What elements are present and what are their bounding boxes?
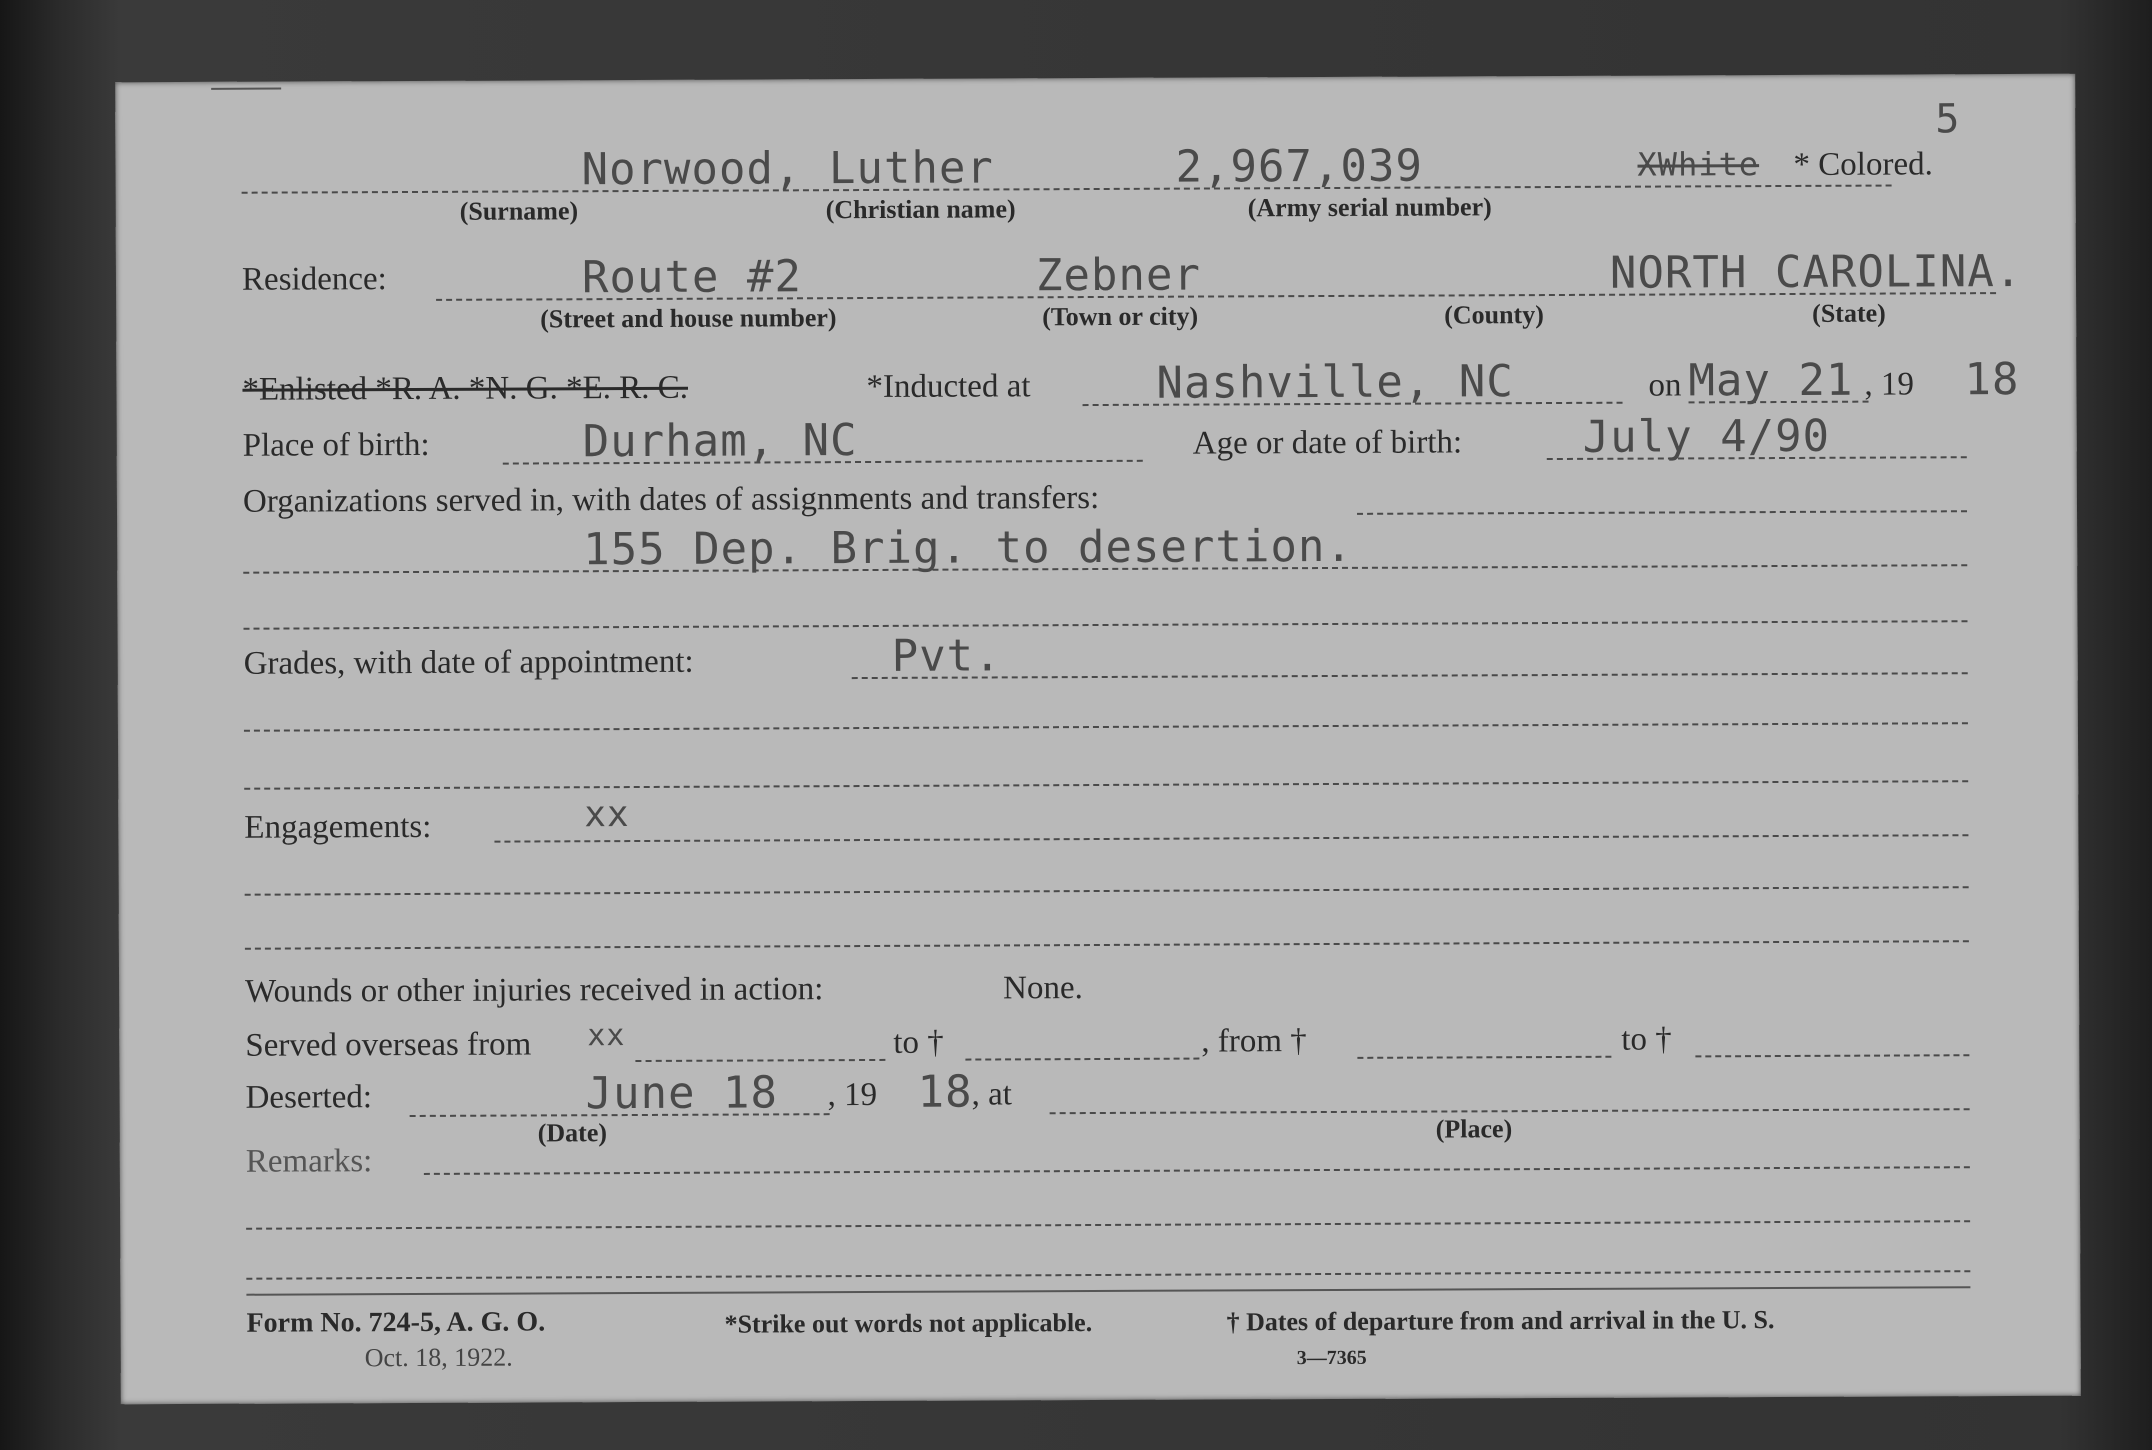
christian-name-caption: (Christian name)	[825, 194, 1016, 225]
date-caption: (Date)	[537, 1118, 608, 1148]
inducted-year-value: 18	[1964, 353, 2020, 406]
serial-number-value: 2,967,039	[1175, 140, 1424, 193]
remarks-line-3	[246, 1270, 1970, 1280]
engagements-line-2	[245, 886, 1969, 896]
state-value: NORTH CAROLINA.	[1609, 245, 2023, 299]
footer-rule	[246, 1286, 1970, 1296]
surname-caption: (Surname)	[459, 196, 579, 226]
enlisted-struck-label: *Enlisted *R. A. *N. G. *E. R. C.	[242, 369, 689, 408]
engagements-label: Engagements:	[244, 808, 432, 846]
remarks-line-2	[246, 1220, 1970, 1230]
deserted-at-label: , at	[971, 1076, 1012, 1113]
print-code: 3—7365	[1296, 1346, 1367, 1370]
grades-line-3	[244, 780, 1968, 790]
remarks-label: Remarks:	[245, 1143, 373, 1180]
birth-place-value: Durham, NC	[582, 415, 858, 468]
overseas-label: Served overseas from	[245, 1026, 532, 1064]
footnote-strike: *Strike out words not applicable.	[724, 1308, 1093, 1339]
overseas-from-line	[635, 1059, 885, 1062]
overseas-value: xx	[587, 1018, 626, 1054]
service-record-card	[115, 74, 2081, 1405]
organizations-line-1	[1357, 510, 1967, 515]
inducted-date-value: May 21	[1688, 354, 1854, 407]
grades-value: Pvt.	[891, 630, 1002, 682]
residence-label: Residence:	[241, 261, 387, 298]
engagements-value: xx	[584, 794, 630, 836]
organizations-value: 155 Dep. Brig. to desertion.	[583, 520, 1354, 576]
name-line	[242, 185, 1892, 194]
overseas-from2-line	[1357, 1056, 1611, 1059]
town-caption: (Town or city)	[1042, 301, 1199, 332]
place-caption: (Place)	[1435, 1114, 1513, 1144]
footnote-dates: † Dates of departure from and arrival in the U. S.	[1226, 1305, 1775, 1337]
birth-date-value: July 4/90	[1582, 410, 1831, 463]
surname-given-value: Norwood, Luther	[581, 142, 994, 196]
race-white-struck: XWhite	[1637, 145, 1760, 184]
deserted-year-prefix: , 19	[827, 1076, 878, 1114]
overseas-to-label: to †	[893, 1024, 944, 1061]
serial-caption: (Army serial number)	[1247, 192, 1492, 223]
grades-line-1	[852, 672, 1968, 679]
wounds-value: None.	[1003, 970, 1083, 1007]
year-prefix: , 19	[1864, 366, 1915, 403]
top-rule	[211, 88, 281, 90]
organizations-line-3	[244, 620, 1968, 630]
engagements-line-1	[494, 834, 1968, 842]
page-number: 5	[1935, 96, 1961, 143]
county-caption: (County)	[1444, 300, 1544, 330]
grades-label: Grades, with date of appointment:	[243, 643, 694, 682]
deserted-label: Deserted:	[245, 1079, 373, 1116]
race-colored-label: * Colored.	[1793, 146, 1933, 183]
town-value: Zebner	[1035, 249, 1202, 302]
overseas-to-line	[965, 1058, 1199, 1061]
deserted-date-value: June 18	[585, 1067, 779, 1120]
street-value: Route #2	[581, 251, 803, 304]
overseas-to2-label: to †	[1621, 1021, 1672, 1058]
state-caption: (State)	[1812, 298, 1886, 328]
engagements-line-3	[245, 940, 1969, 950]
inducted-at-label: *Inducted at	[866, 368, 1031, 406]
inducted-place-value: Nashville, NC	[1156, 356, 1514, 409]
deserted-year-value: 18	[917, 1066, 973, 1118]
birth-place-label: Place of birth:	[242, 426, 430, 464]
overseas-from2-label: , from †	[1201, 1023, 1307, 1060]
form-date: Oct. 18, 1922.	[364, 1342, 513, 1373]
remarks-line-1	[424, 1166, 1970, 1175]
overseas-to2-line	[1695, 1054, 1969, 1057]
wounds-label: Wounds or other injuries received in action:	[245, 971, 824, 1010]
street-caption: (Street and house number)	[540, 303, 837, 334]
on-label: on	[1648, 367, 1682, 404]
age-label: Age or date of birth:	[1192, 424, 1463, 462]
form-number: Form No. 724-5, A. G. O.	[246, 1306, 546, 1339]
organizations-label: Organizations served in, with dates of assignments and transfers:	[242, 479, 1100, 520]
grades-line-2	[244, 722, 1968, 732]
